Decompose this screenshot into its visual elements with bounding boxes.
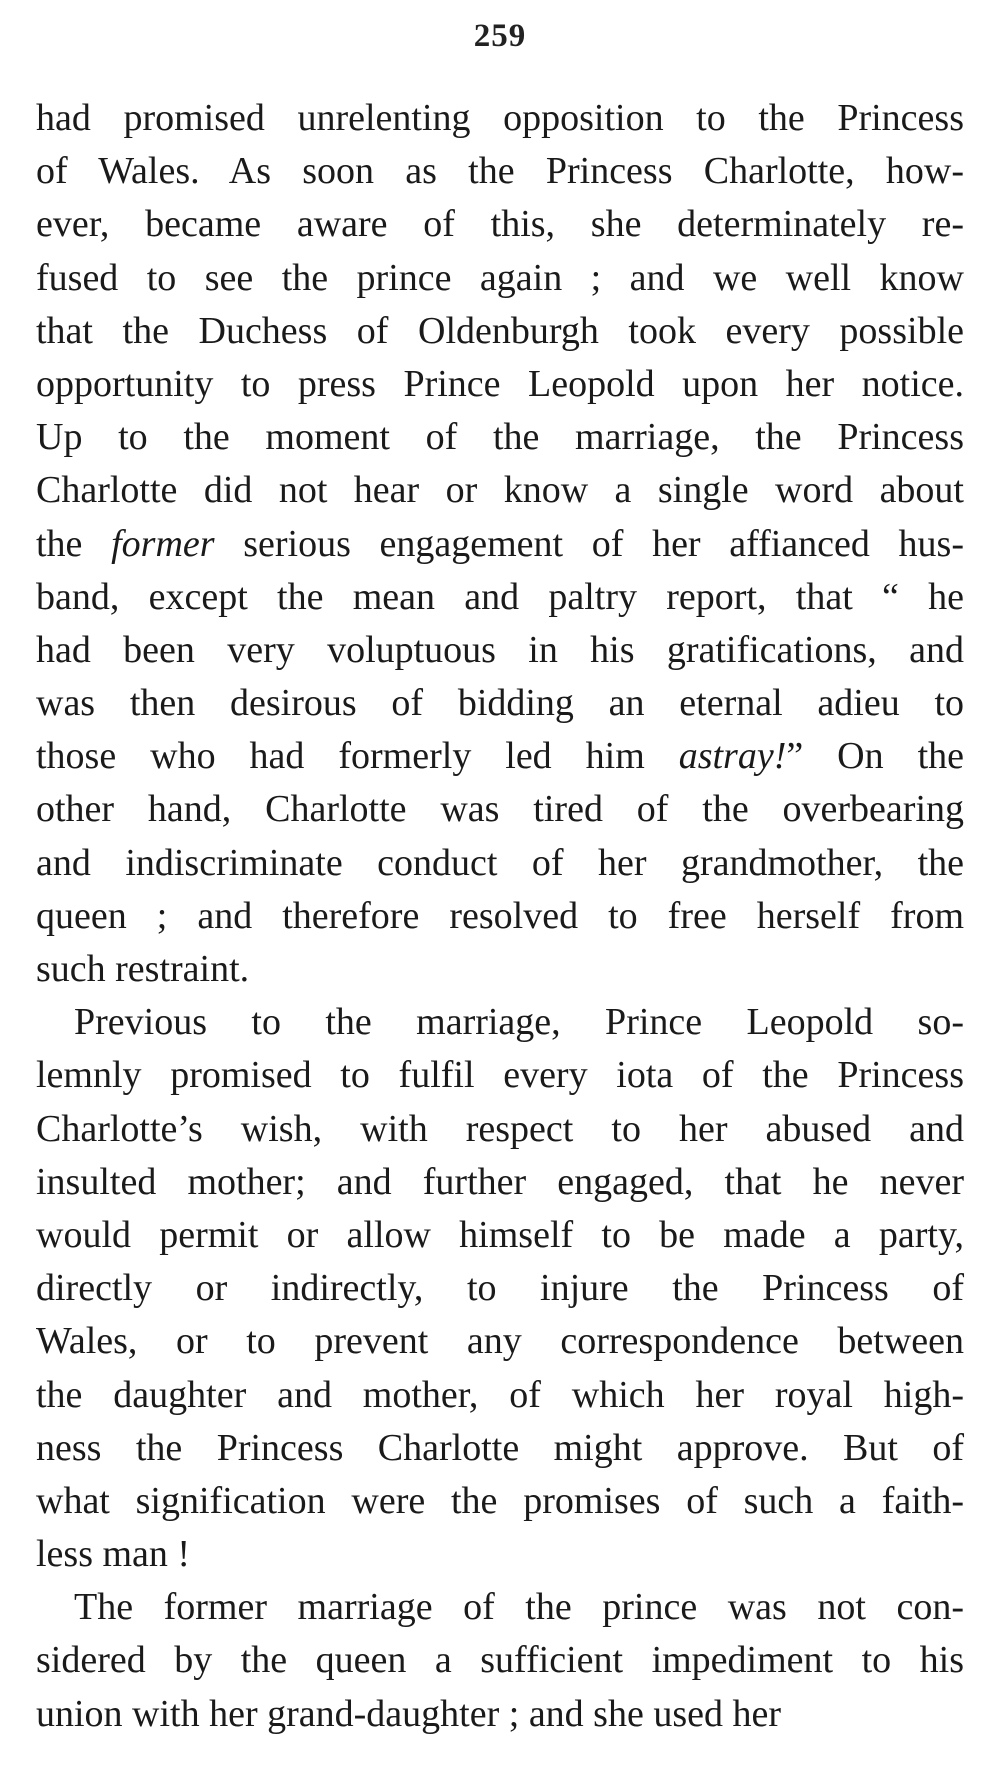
text-run: ever, became aware of this, she determinately re- [36, 203, 964, 246]
text-run: of Wales. As soon as the Princess Charlotte, how- [36, 150, 964, 193]
text-line [36, 571, 964, 624]
text-run: union with her grand-daughter ; and she used her [36, 1692, 782, 1735]
text-run: that the Duchess of Oldenburgh took every possible [36, 309, 964, 352]
text-run: The former marriage of the prince was not con- [74, 1586, 964, 1629]
text-line [36, 783, 964, 836]
text-line [36, 518, 964, 571]
paragraph [36, 92, 964, 996]
text-line [36, 464, 964, 517]
text-run: opportunity to press Prince Leopold upon her notice. [36, 362, 964, 405]
italic-run: astray! [678, 735, 787, 778]
text-line [36, 252, 964, 305]
paragraph [36, 1581, 964, 1741]
text-line [36, 996, 964, 1049]
text-line [36, 1581, 964, 1634]
text-run: sidered by the queen a sufficient impediment to his [36, 1639, 964, 1682]
text-line [36, 1156, 964, 1209]
paragraph [36, 996, 964, 1581]
text-run: the daughter and mother, of which her royal high- [36, 1373, 964, 1416]
text-run: less man ! [36, 1533, 191, 1576]
text-run: would permit or allow himself to be made a party, [36, 1213, 964, 1256]
text-run: Wales, or to prevent any correspondence between [36, 1320, 964, 1363]
text-line [36, 1262, 964, 1315]
text-run: ” On the [786, 735, 964, 778]
text-line [36, 730, 964, 783]
text-run: fused to see the prince again ; and we well know [36, 256, 964, 299]
text-run: other hand, Charlotte was tired of the overbearing [36, 788, 964, 831]
text-run: directly or indirectly, to injure the Princess of [36, 1267, 964, 1310]
text-run: serious engagement of her affianced hus- [214, 522, 964, 565]
text-line [36, 1209, 964, 1262]
text-run: Charlotte’s wish, with respect to her abused and [36, 1107, 964, 1150]
text-line [36, 305, 964, 358]
text-run: such restraint. [36, 948, 250, 990]
text-run: Up to the moment of the marriage, the Princess [36, 416, 964, 459]
text-run: lemnly promised to fulfil every iota of the Princess [36, 1054, 964, 1097]
text-run: Charlotte did not hear or know a single word about [36, 469, 964, 512]
text-run: band, except the mean and paltry report, that “ he [36, 575, 964, 618]
text-run: queen ; and therefore resolved to free herself from [36, 894, 964, 937]
text-run: was then desirous of bidding an eternal adieu to [36, 682, 964, 725]
text-line [36, 1369, 964, 1422]
text-line [36, 1049, 964, 1102]
text-line [36, 198, 964, 251]
text-run: Previous to the marriage, Prince Leopold so- [74, 1001, 964, 1044]
text-run: what signification were the promises of such a faith- [36, 1479, 964, 1522]
text-run: and indiscriminate conduct of her grandmother, the [36, 841, 964, 884]
text-line [36, 1103, 964, 1156]
text-line [36, 92, 964, 145]
text-run: those who had formerly led him [36, 735, 679, 778]
text-line [36, 358, 964, 411]
text-line [36, 1475, 964, 1528]
text-run: had promised unrelenting opposition to the Princess [36, 97, 964, 139]
text-line [36, 1634, 964, 1687]
text-run: had been very voluptuous in his gratifications, and [36, 628, 964, 671]
text-line [36, 624, 964, 677]
text-line [36, 1315, 964, 1368]
text-line [36, 145, 964, 198]
text-line [36, 890, 964, 943]
text-line [36, 943, 964, 996]
page-number: 259 [473, 18, 527, 54]
text-line [36, 1422, 964, 1475]
italic-run: former [111, 522, 215, 565]
text-line [36, 1688, 964, 1741]
text-line [36, 837, 964, 890]
text-line [36, 411, 964, 464]
text-line [36, 677, 964, 730]
text-run: ness the Princess Charlotte might approve. But of [36, 1426, 964, 1469]
text-run: insulted mother; and further engaged, that he never [36, 1160, 964, 1203]
text-line [36, 1528, 964, 1581]
text-run: the [36, 522, 112, 565]
body-text [36, 92, 964, 1741]
